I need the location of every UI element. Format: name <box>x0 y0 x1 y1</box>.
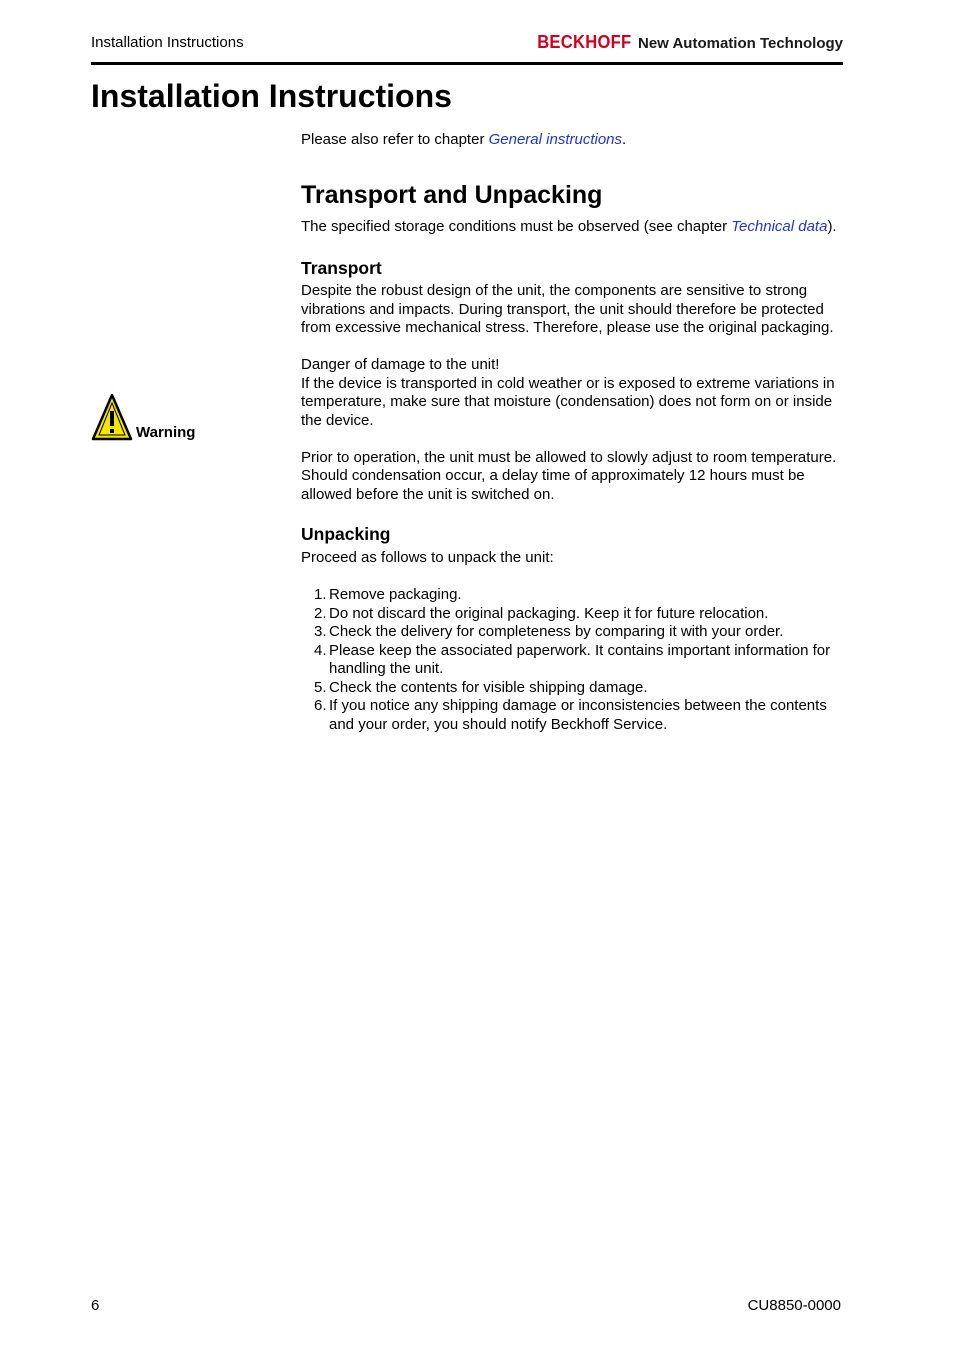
page-title: Installation Instructions <box>91 78 452 114</box>
storage-end: ). <box>827 217 837 235</box>
warning-body: If the device is transported in cold weather or is exposed to extreme variations in temperature, make sure that moisture (condensation) does not form on or inside the device. <box>301 374 835 429</box>
step-number: 4. <box>314 641 327 659</box>
warning-body-2: Prior to operation, the unit must be allowed to slowly adjust to room temperature. Should condensation occur, a delay time of approximately 12 hours must be allowed before the unit is switched on. <box>301 448 837 503</box>
list-item <box>301 605 841 624</box>
unpacking-intro: Proceed as follows to unpack the unit: <box>301 549 554 566</box>
list-item <box>301 679 841 698</box>
warning-title: Danger of damage to the unit! <box>301 356 500 373</box>
logo-tagline: New Automation Technology <box>638 35 843 52</box>
list-item <box>301 642 841 679</box>
intro-text: Please also refer to chapter <box>301 131 489 148</box>
list-item <box>301 586 841 605</box>
step-text: Please keep the associated paperwork. It contains important information for handling the unit. <box>329 641 831 677</box>
page-number: 6 <box>91 1297 100 1314</box>
transport-body: Despite the robust design of the unit, the components are sensitive to strong vibrations and impacts. During transport, the unit should therefore be protected from excessive mechanical stress. Therefore, please use the original packaging. <box>301 282 834 336</box>
step-text: Check the contents for visible shipping damage. <box>329 678 648 696</box>
general-instructions-link[interactable]: General instructions <box>488 131 623 148</box>
step-text: Remove packaging. <box>329 586 462 603</box>
warning-callout <box>91 393 241 441</box>
transport-heading: Transport <box>301 258 382 278</box>
intro-end: . <box>622 131 627 148</box>
storage-paragraph <box>301 218 841 237</box>
warning-triangle-icon <box>91 393 133 441</box>
list-item <box>301 697 841 734</box>
step-text: Do not discard the original packaging. Keep it for future relocation. <box>329 604 769 622</box>
step-number: 1. <box>314 586 327 603</box>
step-number: 3. <box>314 623 327 640</box>
warning-label: Warning <box>136 424 196 441</box>
step-text: Check the delivery for completeness by comparing it with your order. <box>329 623 784 640</box>
transport-unpacking-heading: Transport and Unpacking <box>301 180 603 209</box>
step-text: If you notice any shipping damage or inconsistencies between the contents and your order, you should notify Beckhoff Service. <box>329 697 827 733</box>
step-number: 6. <box>314 697 327 714</box>
page-header <box>91 28 843 65</box>
unpacking-steps <box>301 586 841 734</box>
step-number: 5. <box>314 678 327 696</box>
step-number: 2. <box>314 604 327 622</box>
storage-text: The specified storage conditions must be observed (see chapter <box>301 217 732 235</box>
beckhoff-logo <box>529 32 843 53</box>
logo-brand: BECKHOFF <box>536 32 631 52</box>
document-id: CU8850-0000 <box>747 1297 841 1314</box>
header-section-title: Installation Instructions <box>91 34 244 51</box>
list-item <box>301 623 841 642</box>
unpacking-heading: Unpacking <box>301 524 391 544</box>
technical-data-link[interactable]: Technical data <box>731 217 828 235</box>
main-content <box>301 131 841 734</box>
intro-paragraph <box>301 131 841 150</box>
